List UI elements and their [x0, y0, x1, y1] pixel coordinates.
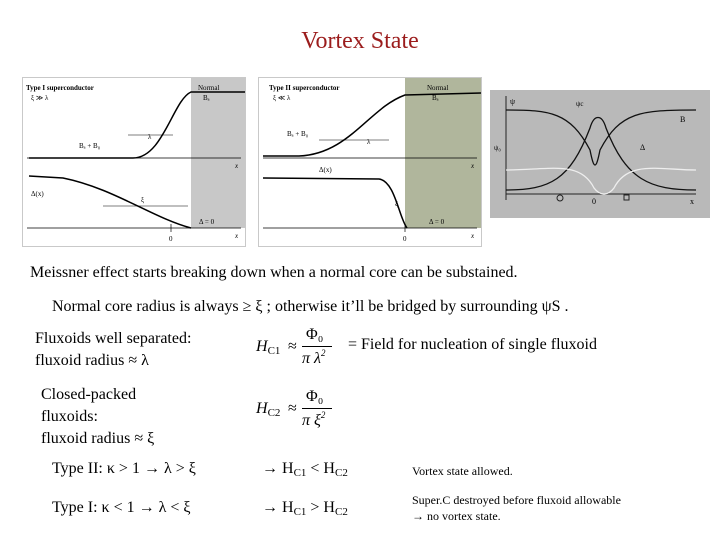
- fig1-heading: Type I superconductor: [26, 84, 94, 92]
- hc2-xi: ξ: [314, 412, 321, 429]
- b-curve: [506, 118, 696, 191]
- fig2-lambda: λ: [367, 138, 371, 146]
- hc2-exp: 2: [320, 410, 326, 420]
- fig2-delta0: Δ = 0: [429, 218, 445, 226]
- type1-condition: Type I: κ < 1 → λ < ξ: [52, 499, 191, 516]
- hc1-lambda: λ: [314, 350, 321, 367]
- fig1-xi: ξ: [141, 196, 145, 204]
- type2-op: < H: [306, 460, 335, 477]
- type2-c1: C1: [293, 467, 307, 479]
- type1-note-line2: → no vortex state.: [412, 509, 501, 523]
- hc1-approx: ≈: [288, 338, 297, 355]
- type1-figure: [22, 77, 246, 247]
- fluxoid-radius-lambda: fluxoid radius ≈ λ: [35, 352, 149, 369]
- fig3-psi: ψ: [510, 97, 516, 106]
- hc2-phi0: Φ₀: [306, 388, 324, 405]
- fig2-normal-label: Normal: [427, 84, 449, 92]
- fig2-xi: ξ: [395, 200, 399, 208]
- type2-hc-relation: [262, 460, 348, 479]
- type1-op: > H: [306, 499, 335, 516]
- fig2-delta-label: Δ(x): [319, 166, 332, 174]
- fig1-delta0: Δ = 0: [199, 218, 215, 226]
- hc1-formula: [256, 326, 336, 370]
- hc2-pi: π: [302, 412, 311, 429]
- type1-plot: [23, 78, 245, 246]
- field-nucleation-note: = Field for nucleation of single fluxoid: [348, 336, 597, 353]
- fig1-delta-label: Δ(x): [31, 190, 44, 198]
- hc1-exp: 2: [320, 348, 326, 358]
- fig1-zero: 0: [169, 235, 173, 243]
- fig3-psic: ψc: [576, 100, 584, 108]
- fig2-ba-b0: Bₐ + B₀: [287, 130, 309, 138]
- fluxoids-label: fluxoids:: [41, 408, 98, 425]
- type2-plot: [259, 78, 481, 246]
- fig3-x: x: [690, 197, 694, 206]
- fig1-ba-label: Bₐ: [203, 94, 210, 102]
- fig3-zero: 0: [592, 197, 596, 206]
- fig1-x-bottom: x: [235, 232, 239, 240]
- fig3-b: B: [680, 115, 686, 124]
- type2-condition: Type II: κ > 1 → λ > ξ: [52, 460, 196, 477]
- hc1-sub: C1: [267, 345, 281, 357]
- fig3-delta: Δ: [640, 143, 646, 152]
- hc1-phi0: Φ₀: [306, 326, 324, 343]
- fig2-zero: 0: [403, 235, 407, 243]
- hc2-formula: [256, 388, 336, 432]
- fig1-condition: ξ ≫ λ: [31, 94, 49, 102]
- fig3-psi0: ψ₀: [494, 144, 501, 152]
- hc2-approx: ≈: [288, 400, 297, 417]
- type1-arrow-h: → H: [262, 499, 294, 516]
- fig2-ba-label: Bₐ: [432, 94, 439, 102]
- type1-hc-relation: [262, 499, 348, 518]
- type2-arrow-h: → H: [262, 460, 294, 477]
- fig1-ba-b0: Bₐ + B₀: [79, 142, 101, 150]
- hc2-h: H: [256, 400, 268, 417]
- type1-note-line1: Super.C destroyed before fluxoid allowable: [412, 493, 621, 507]
- fig1-delta-curve: [29, 176, 191, 228]
- fig1-x-top: x: [235, 162, 239, 170]
- fig2-delta-curve: [263, 178, 407, 228]
- fig2-x-top: x: [471, 162, 475, 170]
- type1-c1: C1: [293, 506, 307, 518]
- hc1-pi: π: [302, 350, 311, 367]
- hc2-sub: C2: [267, 407, 281, 419]
- fig2-x-bottom: x: [471, 232, 475, 240]
- closed-packed-label: Closed-packed: [41, 386, 137, 403]
- fluxoid-radius-xi: fluxoid radius ≈ ξ: [41, 430, 155, 447]
- hc1-h: H: [256, 338, 268, 355]
- type2-figure: [258, 77, 482, 247]
- slide-title: Vortex State: [301, 28, 419, 54]
- type2-note: Vortex state allowed.: [412, 464, 513, 478]
- vortex-profile-figure: [490, 90, 710, 218]
- type2-c2: C2: [334, 467, 348, 479]
- fig2-condition: ξ ≪ λ: [273, 94, 291, 102]
- type1-c2: C2: [334, 506, 348, 518]
- fig1-normal-label: Normal: [198, 84, 220, 92]
- core-radius-line: Normal core radius is always ≥ ξ ; otherwise it’ll be bridged by surrounding ψS .: [52, 298, 569, 315]
- vortex-profile-plot: [490, 90, 710, 218]
- fig1-lambda: λ: [148, 133, 152, 141]
- meissner-line: Meissner effect starts breaking down when a normal core can be substained.: [30, 264, 518, 281]
- delta-curve: [506, 168, 696, 194]
- fig2-heading: Type II superconductor: [269, 84, 340, 92]
- fluxoids-separated-label: Fluxoids well separated:: [35, 330, 192, 347]
